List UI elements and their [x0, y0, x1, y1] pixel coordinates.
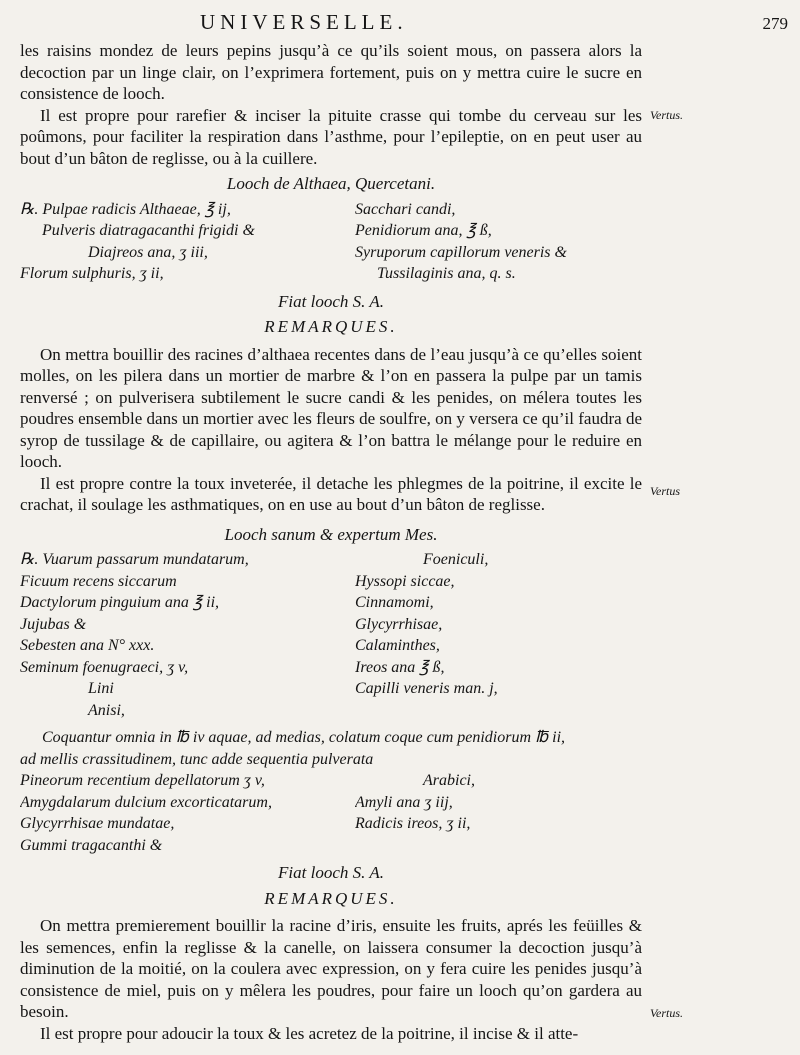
ingredient: Pineorum recentium depellatorum ʒ v,: [20, 772, 265, 789]
fiat-line-2: Fiat looch S. A.: [278, 863, 384, 882]
ingredient: Dactylorum pinguium ana ℥ ii,: [20, 594, 220, 611]
ingredient: Arabici,: [423, 772, 475, 789]
ingredient: Amyli ana ʒ iij,: [355, 793, 453, 811]
ingredient: Jujubas &: [20, 615, 87, 633]
recipe-2-left: [20, 549, 355, 721]
ingredient: Tussilaginis ana, q. s.: [377, 265, 516, 282]
ingredient: Lini: [88, 680, 114, 697]
ingredient: Sebesten ana N° xxx.: [20, 637, 155, 654]
page-header: [0, 10, 800, 40]
remarques-heading-1: REMARQUES.: [264, 317, 398, 336]
ingredient: Sacchari candi,: [355, 200, 456, 218]
recipe-2-instruction: Coquantur omnia in ℔ iv aquae, ad medias, colatum coque cum penidiorum ℔ ii,: [42, 729, 566, 746]
ingredient: Calaminthes,: [355, 637, 440, 654]
recipe-title-2: Looch sanum & expertum Mes.: [224, 524, 438, 544]
ingredient: Ficuum recens siccarum: [20, 572, 177, 590]
margin-note-vertus-3: Vertus.: [650, 1006, 683, 1020]
remarques-heading-2: REMARQUES.: [264, 888, 398, 908]
recipe-1-left: [20, 199, 355, 285]
ingredient: Capilli veneris man. j,: [355, 680, 498, 697]
body-text: [20, 40, 642, 1044]
paragraph-5: On mettra premierement bouillir la racine d’iris, ensuite les fruits, aprés les feüilles & les semences, enfin la reglisse & la canelle, on laissera consumer la decoction jusqu’à diminution de la moitié, on la coulera avec expression, on y fera cuire les penides jusqu’à consistence de miel, puis on y mêlera les poudres, pour faire un looch qu’on gardera au besoin.: [20, 916, 642, 1021]
ingredient: Amygdalarum dulcium excorticatarum,: [20, 793, 272, 811]
recipe-2-instruction: ad mellis crassitudinem, tunc adde sequentia pulverata: [20, 750, 374, 768]
ingredient: Foeniculi,: [423, 551, 489, 568]
paragraph-2: Il est propre pour rarefier & inciser la pituite crasse qui tombe du cerveau sur les poûmons, pour faciliter la respiration dans l’asthme, pour l’epileptie, on en peut user au bout d’un bâton de reglisse, ou à la cuillere.: [20, 105, 642, 168]
ingredient: Glycyrrhisae,: [355, 615, 443, 633]
ingredient: Syruporum capillorum veneris &: [355, 243, 567, 261]
ingredient: Penidiorum ana, ℥ ß,: [355, 222, 492, 239]
ingredient: Seminum foenugraeci, ʒ v,: [20, 658, 189, 676]
margin-note-vertus-2: Vertus: [650, 484, 680, 498]
recipe-2b: [20, 770, 642, 856]
ingredient: ℞. Vuarum passarum mundatarum,: [20, 551, 249, 568]
recipe-2b-right: [355, 770, 642, 856]
recipe-2: [20, 549, 642, 721]
recipe-2b-left: [20, 770, 355, 856]
paragraph-4: Il est propre contre la toux inveterée, il detache les phlegmes de la poitrine, il excite le crachat, il soulage les asthmatiques, on en use au bout d’un bâton de reglisse.: [20, 473, 642, 514]
bleed-through-text: [645, 130, 795, 1030]
paragraph-3: On mettra bouillir des racines d’althaea recentes dans de l’eau jusqu’à ce qu’elles soient molles, on les pilera dans un mortier de marbre & l’on en passera la pulpe par un tamis renversé ; on pulverisera subtilement le sucre candi & les penides, on mélera toutes les poudres ensemble dans un mortier avec les fleurs de soulfre, on y versera ce qu’il faudra de syrop de tussilage & de capillaire, ou agitera & l’on battra le mélange pour le reduire en looch.: [20, 344, 642, 471]
page-number: 279: [762, 14, 788, 33]
ingredient: Gummi tragacanthi &: [20, 836, 163, 854]
ingredient: ℞. Pulpae radicis Althaeae, ℥ ij,: [20, 200, 231, 218]
ingredient: Radicis ireos, ʒ ii,: [355, 815, 471, 832]
ingredient: Anisi,: [88, 701, 125, 719]
paragraph-6: Il est propre pour adoucir la toux & les acretez de la poitrine, il incise & il atte-: [40, 1023, 579, 1043]
ingredient: Florum sulphuris, ʒ ii,: [20, 265, 164, 282]
running-title: UNIVERSELLE.: [200, 10, 408, 34]
ingredient: Hyssopi siccae,: [355, 572, 455, 590]
fiat-line-1: Fiat looch S. A.: [278, 291, 384, 311]
ingredient: Pulveris diatragacanthi frigidi &: [42, 222, 255, 239]
ingredient: Glycyrrhisae mundatae,: [20, 815, 175, 832]
ingredient: Ireos ana ℥ ß,: [355, 658, 445, 676]
margin-note-vertus-1: Vertus.: [650, 108, 683, 122]
recipe-2-right: [355, 549, 642, 721]
recipe-1-right: [355, 199, 642, 285]
ingredient: Cinnamomi,: [355, 594, 434, 611]
ingredient: Diajreos ana, ʒ iii,: [88, 243, 208, 261]
recipe-title-1: Looch de Althaea, Quercetani.: [226, 174, 436, 193]
paragraph-1: les raisins mondez de leurs pepins jusqu’à ce qu’ils soient mous, on passera alors la decoction par un linge clair, on l’exprimera fortement, puis on y mettra cuire le sucre en consistence de looch.: [20, 41, 642, 103]
recipe-1: [20, 199, 642, 285]
